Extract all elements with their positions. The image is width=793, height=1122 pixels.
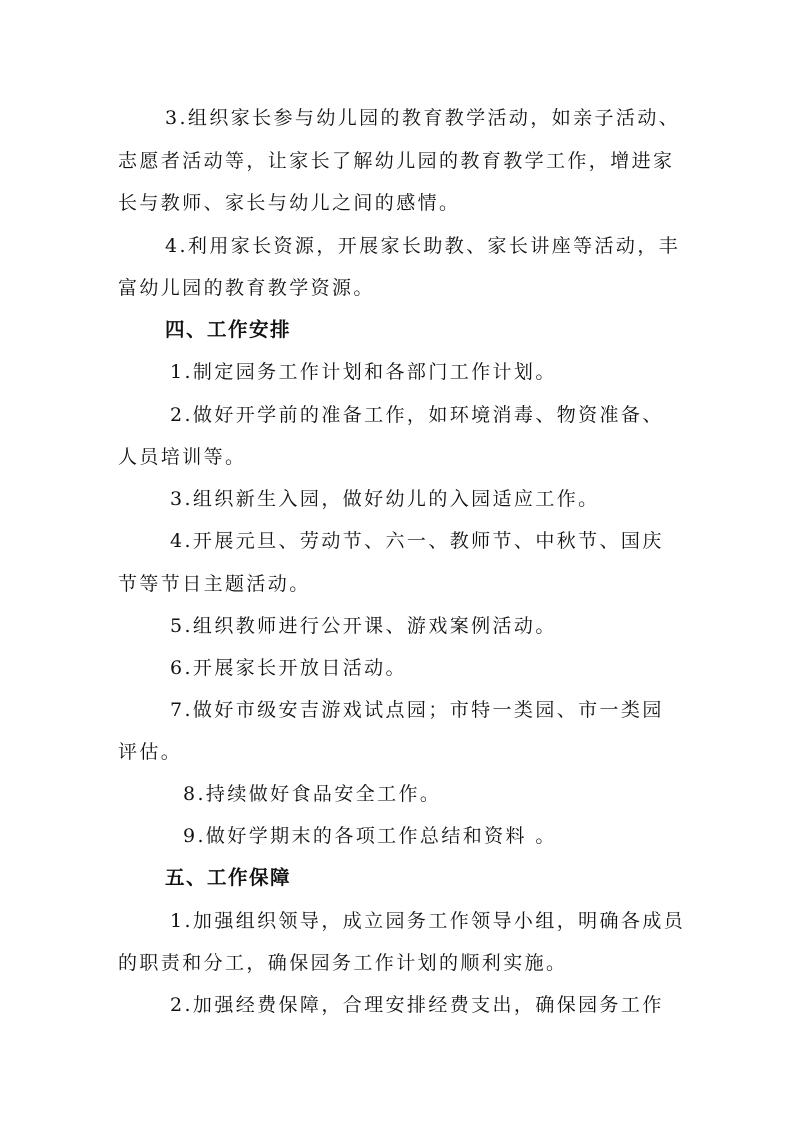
section-heading: 四、工作安排 bbox=[165, 318, 292, 341]
list-item-line: 1.制定园务工作计划和各部门工作计划。 bbox=[170, 361, 557, 383]
list-item-line: 9.做好学期末的各项工作总结和资料 。 bbox=[183, 825, 557, 847]
list-item-line: 2.加强经费保障，合理安排经费支出，确保园务工作 bbox=[170, 994, 664, 1016]
paragraph-line: 富幼儿园的教育教学资源。 bbox=[118, 277, 375, 299]
list-item-line: 3.组织新生入园，做好幼儿的入园适应工作。 bbox=[170, 488, 600, 510]
list-item-line: 评估。 bbox=[118, 741, 183, 763]
list-item-line: 8.持续做好食品安全工作。 bbox=[183, 783, 442, 805]
list-item-line: 1.加强组织领导，成立园务工作领导小组，明确各成员 bbox=[170, 910, 686, 932]
list-item-line: 2.做好开学前的准备工作，如环境消毒、物资准备、 bbox=[170, 404, 664, 426]
list-item-line: 的职责和分工，确保园务工作计划的顺利实施。 bbox=[118, 952, 568, 974]
list-item-line: 7.做好市级安吉游戏试点园；市特一类园、市一类园 bbox=[170, 699, 664, 721]
paragraph-line: 志愿者活动等，让家长了解幼儿园的教育教学工作，增进家 bbox=[118, 150, 675, 172]
paragraph-line: 4.利用家长资源，开展家长助教、家长讲座等活动，丰 bbox=[165, 235, 681, 257]
list-item-line: 人员培训等。 bbox=[118, 446, 247, 468]
list-item-line: 6.开展家长开放日活动。 bbox=[170, 657, 407, 679]
paragraph-line: 3.组织家长参与幼儿园的教育教学活动，如亲子活动、 bbox=[165, 107, 681, 129]
paragraph-line: 长与教师、家长与幼儿之间的感情。 bbox=[118, 192, 461, 214]
section-heading: 五、工作保障 bbox=[165, 866, 292, 889]
list-item-line: 4.开展元旦、劳动节、六一、教师节、中秋节、国庆 bbox=[170, 530, 664, 552]
list-item-line: 节等节日主题活动。 bbox=[118, 573, 311, 595]
list-item-line: 5.组织教师进行公开课、游戏案例活动。 bbox=[170, 615, 557, 637]
